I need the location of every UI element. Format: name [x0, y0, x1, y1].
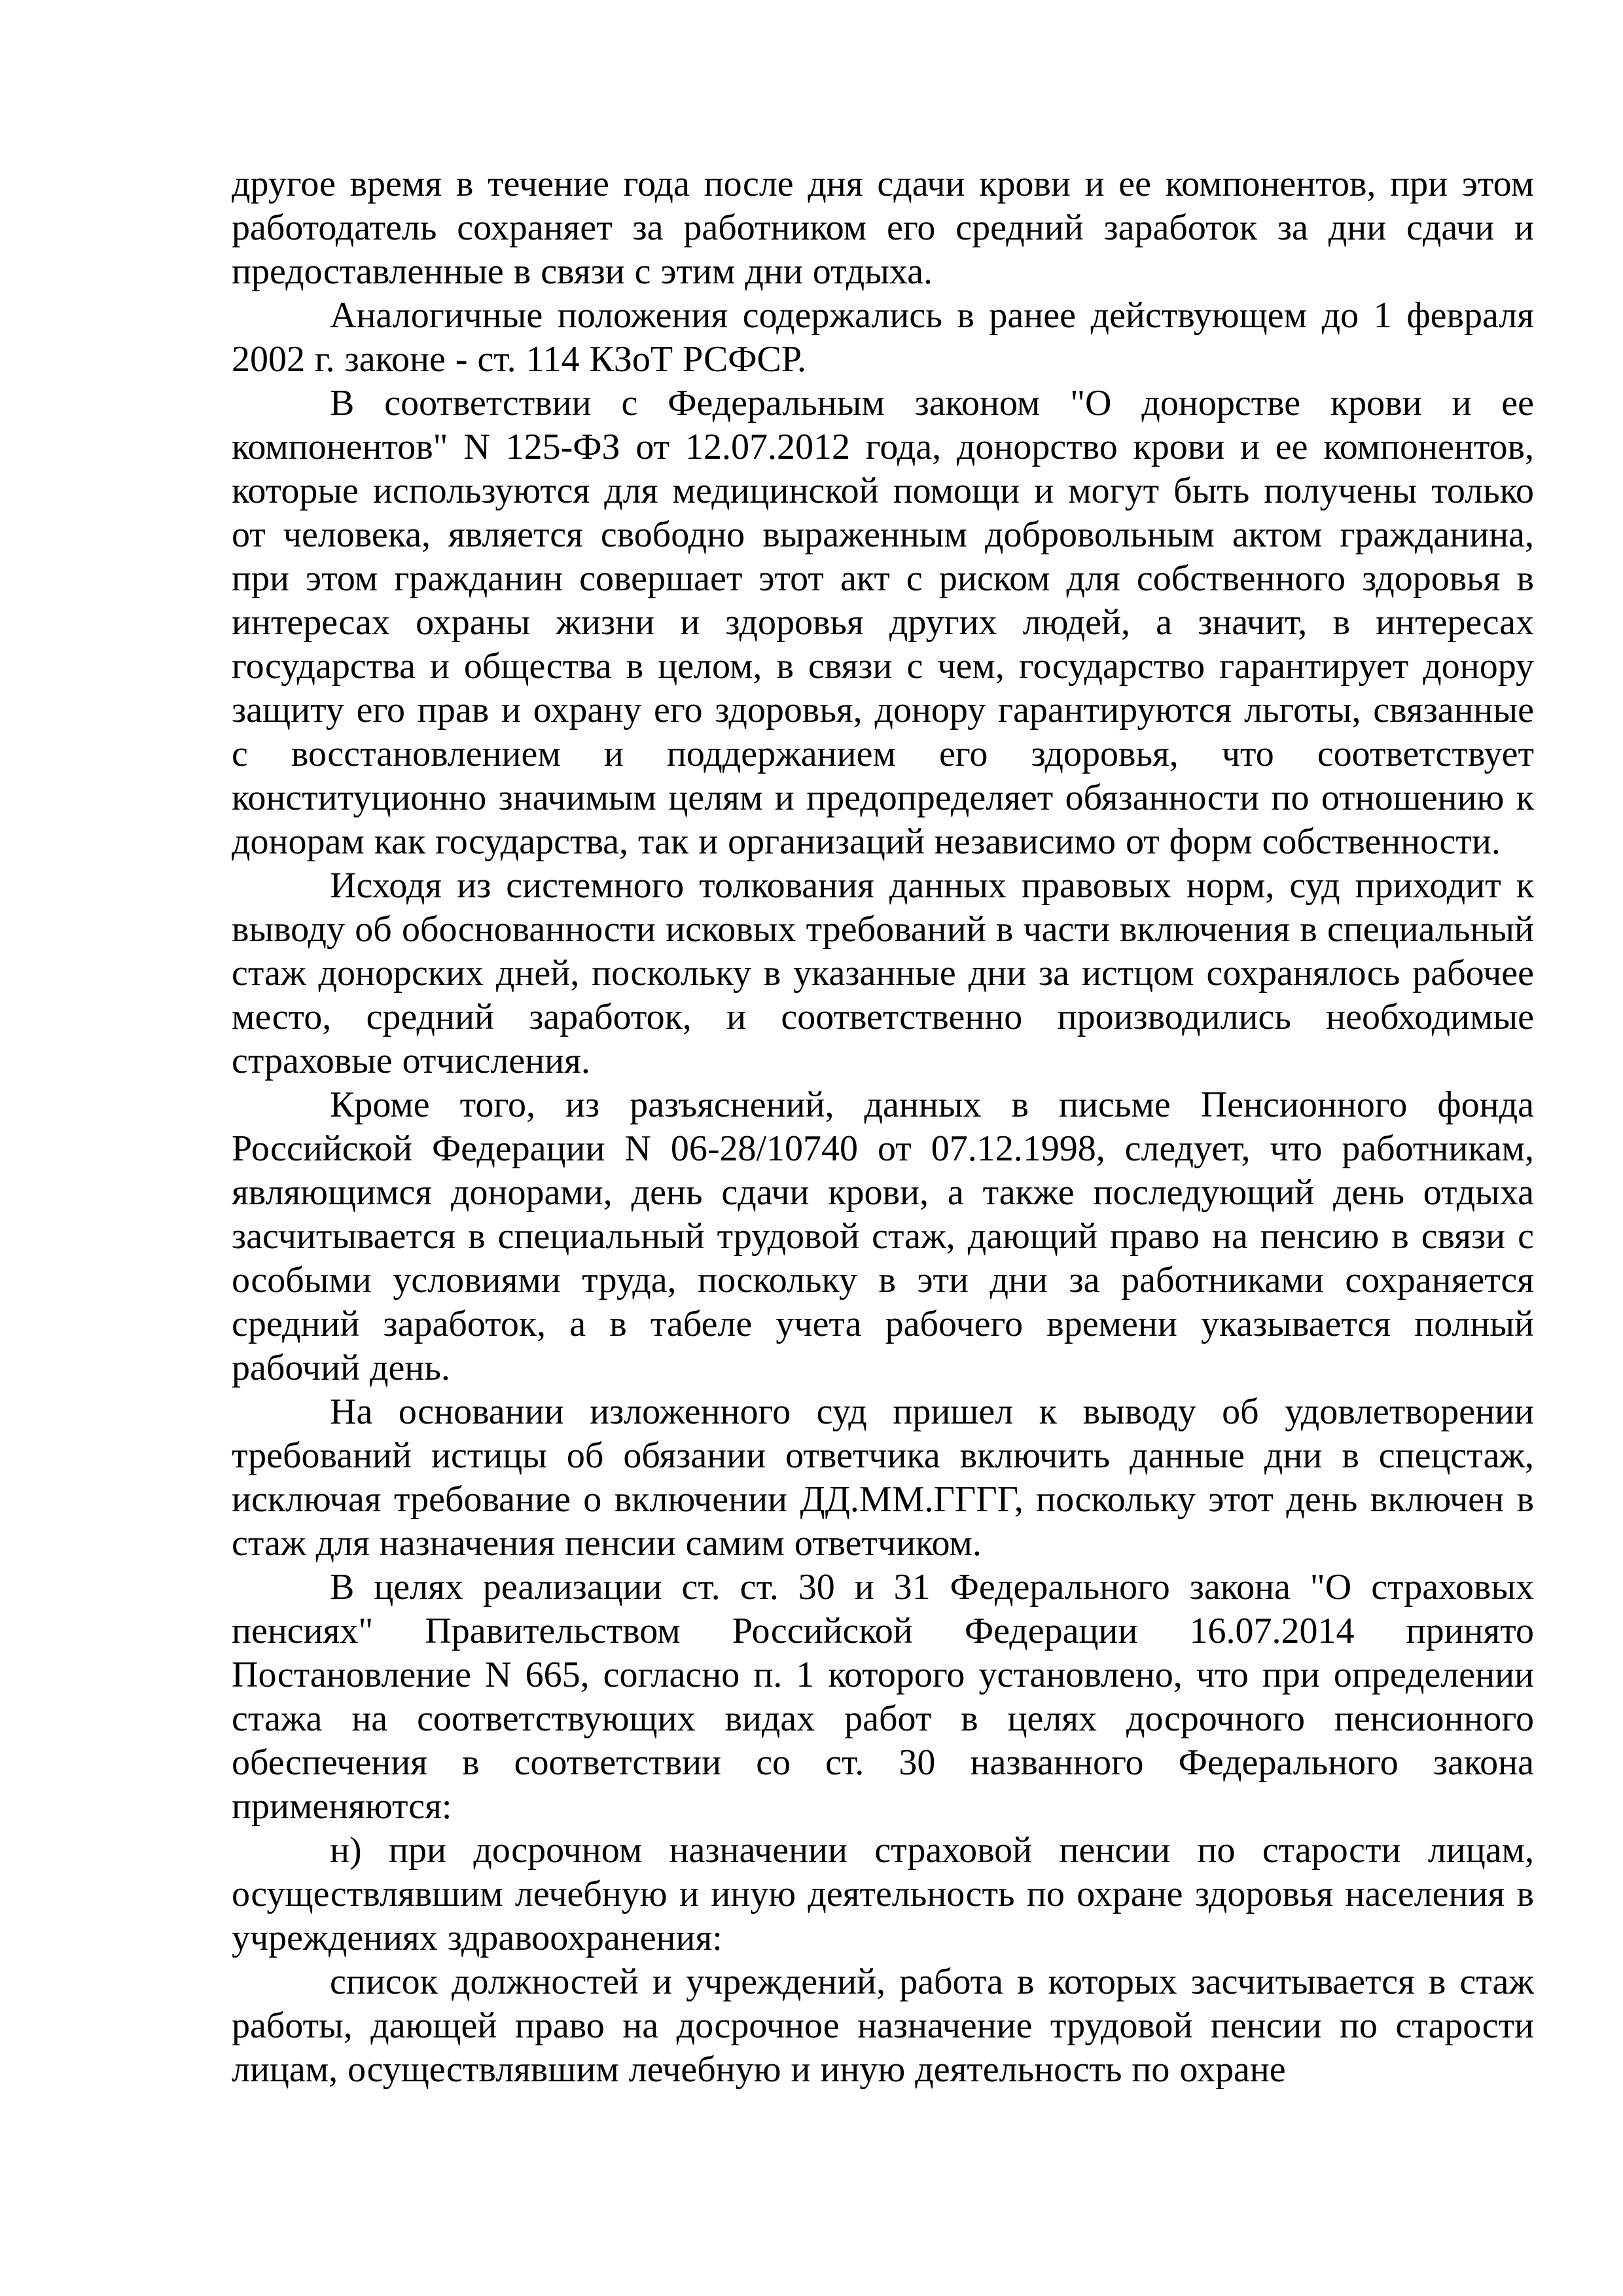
paragraph-list-item: список должностей и учреждений, работа в которых засчитывается в стаж работы, дающей право на досрочное назначение трудовой пенсии по старости лицам, осуществлявшим лечебную и иную деятельность по охране: [232, 1962, 1534, 2090]
paragraph-list-item: н) при досрочном назначении страховой пенсии по старости лицам, осуществлявшим лечебную и иную деятельность по охране здоровья населения в учреждениях здравоохранения:: [232, 1830, 1534, 1958]
paragraph: Аналогичные положения содержались в ранее действующем до 1 февраля 2002 г. законе - ст. 114 КЗоТ РСФСР.: [232, 295, 1534, 380]
paragraph: На основании изложенного суд пришел к выводу об удовлетворении требований истицы об обязании ответчика включить данные дни в спецстаж, исключая требование о включении ДД.ММ.ГГГГ, поскольку этот день включен в стаж для назначения пенсии самим ответчиком.: [232, 1391, 1534, 1564]
paragraph: В соответствии с Федеральным законом "О донорстве крови и ее компонентов" N 125-ФЗ от 12.07.2012 года, донорство крови и ее компонентов, которые используются для медицинской помощи и могут быть получены только от человека, является свободно выраженным добровольным актом гражданина, при этом гражданин совершает этот акт с риском для собственного здоровья в интересах охраны жизни и здоровья других людей, а значит, в интересах государства и общества в целом, в связи с чем, государство гарантирует донору защиту его прав и охрану его здоровья, донору гарантируются льготы, связанные с восстановлением и поддержанием его здоровья, что соответствует конституционно значимым целям и предопределяет обязанности по отношению к донорам как государства, так и организаций независимо от форм собственности.: [232, 383, 1534, 862]
paragraph-continuation: другое время в течение года после дня сдачи крови и ее компонентов, при этом работодатель сохраняет за работником его средний заработок за дни сдачи и предоставленные в связи с этим дни отдыха.: [232, 164, 1534, 292]
paragraph: Исходя из системного толкования данных правовых норм, суд приходит к выводу об обоснованности исковых требований в части включения в специальный стаж донорских дней, поскольку в указанные дни за истцом сохранялось рабочее место, средний заработок, и соответственно производились необходимые страховые отчисления.: [232, 865, 1534, 1081]
paragraph: В целях реализации ст. ст. 30 и 31 Федерального закона "О страховых пенсиях" Правительством Российской Федерации 16.07.2014 принято Постановление N 665, согласно п. 1 которого установлено, что при определении стажа на соответствующих видах работ в целях досрочного пенсионного обеспечения в соответствии со ст. 30 названного Федерального закона применяются:: [232, 1567, 1534, 1827]
paragraph: Кроме того, из разъяснений, данных в письме Пенсионного фонда Российской Федерации N 06-28/10740 от 07.12.1998, следует, что работникам, являющимся донорами, день сдачи крови, а также последующий день отдыха засчитывается в специальный трудовой стаж, дающий право на пенсию в связи с особыми условиями труда, поскольку в эти дни за работниками сохраняется средний заработок, а в табеле учета рабочего времени указывается полный рабочий день.: [232, 1085, 1534, 1388]
